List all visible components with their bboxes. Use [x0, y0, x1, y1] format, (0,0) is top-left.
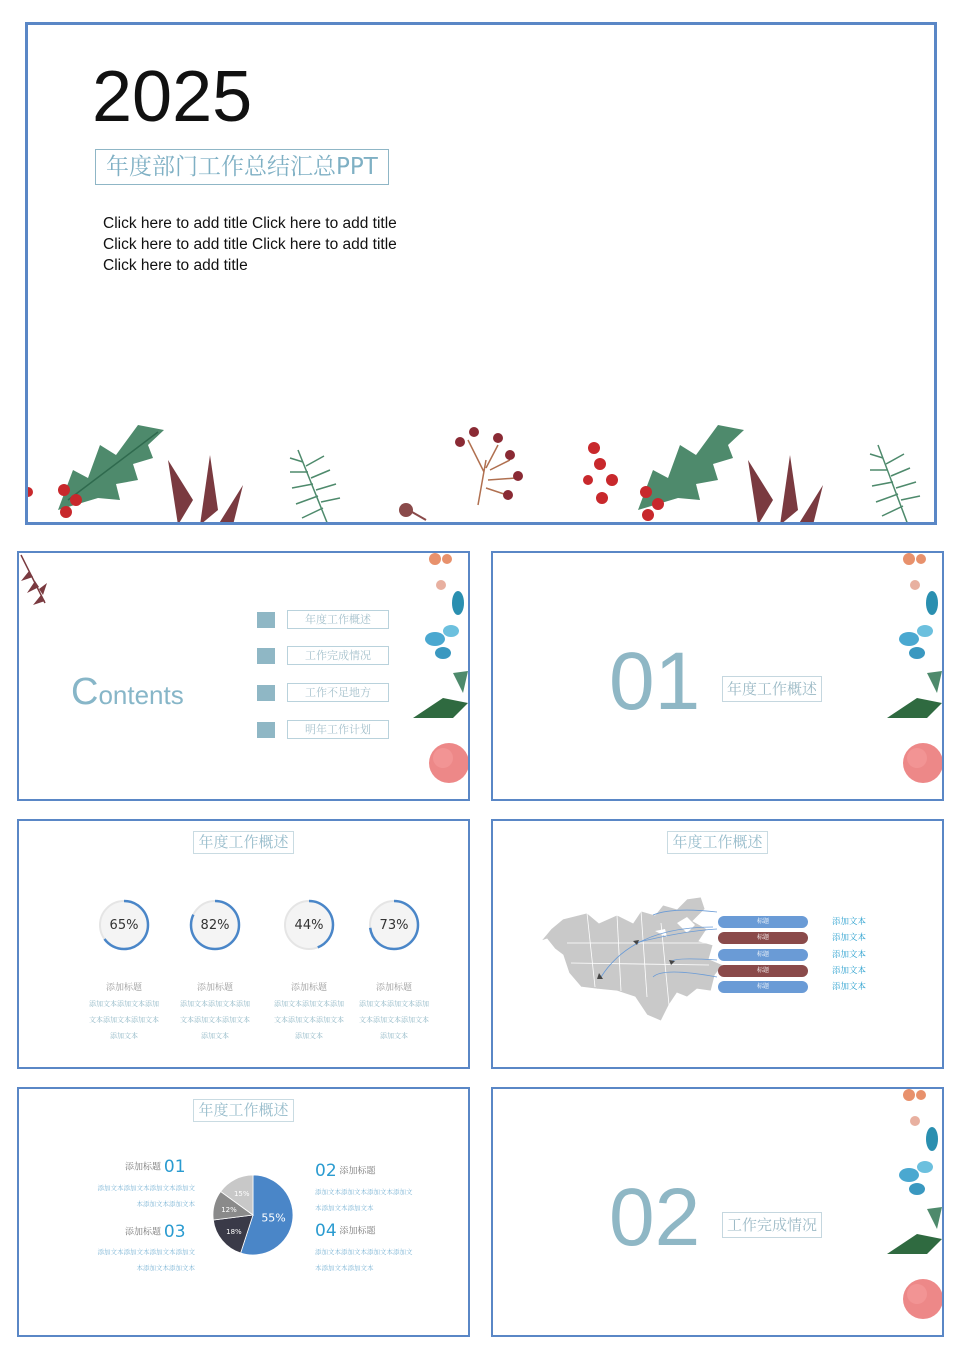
slide-heading-text: 年度工作概述 — [193, 1099, 293, 1122]
section-number: 02 — [609, 1172, 701, 1263]
pie-item-desc — [89, 1244, 195, 1276]
pie-slice-label: 12% — [221, 1205, 237, 1214]
progress-gauge — [266, 897, 352, 1040]
map-pill: 标题 — [718, 965, 808, 977]
section-02-slide[interactable] — [491, 1087, 944, 1337]
pie-item-header — [125, 1157, 186, 1177]
pie-item-title: 添加标题 — [339, 1226, 376, 1237]
pie-item-desc-line: 添加文本添加文本添加文本添加文 — [97, 1184, 195, 1192]
pie-item-desc — [89, 1180, 195, 1212]
pie-item-number: 01 — [163, 1157, 186, 1177]
cover-slide[interactable] — [25, 22, 937, 525]
contents-item[interactable] — [257, 683, 389, 703]
pie-item-desc-line: 添加文本添加文本添加文本添加文 — [315, 1248, 413, 1256]
pie-item-title: 添加标题 — [125, 1162, 162, 1173]
floral-border-decoration — [887, 553, 942, 799]
progress-gauge — [81, 897, 167, 1040]
slide-heading — [19, 831, 468, 854]
section-label: 工作完成情况 — [722, 1212, 822, 1238]
pie-item-header — [125, 1222, 186, 1242]
contents-item[interactable] — [257, 646, 389, 666]
pie-item-desc-line: 添加文本添加文本添加文本添加文 — [97, 1248, 195, 1256]
cover-line: Click here to add title Click here to add title — [103, 236, 397, 253]
connector-arrows — [593, 907, 723, 1007]
progress-slide[interactable] — [17, 819, 470, 1069]
gauge-desc-line: 添加文本添加文本添加 — [359, 1000, 429, 1008]
pie-slide[interactable] — [17, 1087, 470, 1337]
pie-item-desc-line: 本添加文本添加文本 — [315, 1264, 374, 1272]
gauge-title: 添加标题 — [290, 983, 327, 993]
pie-slice-label: 18% — [226, 1227, 242, 1236]
gauge-desc-line: 添加文本 — [295, 1032, 323, 1040]
map-pill-text: 添加文本 — [832, 982, 867, 993]
gauge-desc-line: 文本添加文本添加文本 — [89, 1016, 159, 1024]
pie-item-title: 添加标题 — [125, 1227, 162, 1238]
section-01-slide[interactable] — [491, 551, 944, 801]
gauge-value: 82% — [200, 918, 230, 933]
pie-item-desc-line: 添加文本添加文本添加文本添加文 — [315, 1188, 413, 1196]
slide-heading — [19, 1099, 468, 1122]
gauge-ring — [172, 897, 258, 957]
cover-year: 2025 — [92, 57, 253, 137]
map-pill-text: 添加文本 — [832, 917, 867, 927]
gauge-desc-line: 文本添加文本添加文本 — [180, 1016, 250, 1024]
gauge-desc-line: 添加文本添加文本添加 — [274, 1000, 344, 1008]
contents-slide[interactable] — [17, 551, 470, 801]
map-pill-text: 添加文本 — [832, 949, 867, 960]
branch-decoration — [19, 553, 59, 613]
cover-line: Click here to add title Click here to add title — [103, 215, 397, 232]
gauge-value: 73% — [379, 918, 409, 933]
gauge-title: 添加标题 — [196, 983, 233, 993]
gauge-value: 44% — [294, 918, 324, 933]
floral-border-decoration — [887, 1089, 942, 1335]
gauge-title: 添加标题 — [105, 983, 142, 993]
pie-item-number: 02 — [315, 1161, 337, 1181]
bullet-square — [257, 648, 275, 664]
map-pill-text: 添加文本 — [832, 933, 867, 944]
gauge-desc-line: 文本添加文本添加文本 — [359, 1016, 429, 1024]
pie-item-desc-line: 本添加文本添加文本 — [315, 1204, 374, 1212]
pie-slice-label: 55% — [261, 1211, 286, 1225]
floral-border-decoration — [413, 553, 468, 799]
map-pill: 标题 — [718, 949, 808, 961]
gauge-desc-line: 添加文本 — [201, 1032, 229, 1040]
gauge-ring — [266, 897, 352, 957]
slide-heading-text: 年度工作概述 — [667, 831, 767, 854]
progress-gauge — [351, 897, 437, 1040]
slide-heading — [493, 831, 942, 854]
gauge-desc-line: 添加文本添加文本添加 — [89, 1000, 159, 1008]
pie-item-desc — [315, 1184, 435, 1216]
bullet-square — [257, 612, 275, 628]
contents-title-initial: C — [71, 671, 99, 713]
bullet-square — [257, 685, 275, 701]
pie-slice-label: 15% — [233, 1189, 250, 1198]
gauge-desc-line: 添加文本添加文本添加 — [180, 1000, 250, 1008]
gauge-desc — [73, 996, 175, 1044]
bullet-square — [257, 722, 275, 738]
section-number: 01 — [609, 636, 701, 727]
map-pill: 标题 — [718, 932, 808, 944]
cover-line: Click here to add title — [103, 257, 248, 274]
section-label: 年度工作概述 — [722, 676, 822, 702]
map-pill: 标题 — [718, 981, 808, 993]
pie-chart — [211, 1173, 295, 1257]
pie-item-number: 03 — [163, 1222, 186, 1242]
contents-item-label: 明年工作计划 — [287, 720, 389, 739]
gauge-title: 添加标题 — [375, 983, 412, 993]
pie-item-header — [315, 1161, 376, 1181]
pie-item-desc-line: 本添加文本添加文本 — [136, 1200, 195, 1208]
gauge-ring — [81, 897, 167, 957]
pie-item-title: 添加标题 — [339, 1166, 376, 1177]
pie-item-desc-line: 本添加文本添加文本 — [136, 1264, 195, 1272]
gauge-desc — [164, 996, 266, 1044]
map-pill-text: 添加文本 — [832, 965, 867, 976]
map-pill: 标题 — [718, 916, 808, 928]
cover-body-text — [103, 213, 443, 276]
pie-item-number: 04 — [315, 1221, 337, 1241]
gauge-desc-line: 添加文本 — [380, 1032, 408, 1040]
contents-item-label: 年度工作概述 — [287, 610, 389, 629]
slide-heading-text: 年度工作概述 — [193, 831, 293, 854]
pie-item-desc — [315, 1244, 435, 1276]
gauge-value: 65% — [109, 918, 139, 933]
contents-item-label: 工作不足地方 — [287, 683, 389, 702]
gauge-desc — [343, 996, 445, 1044]
contents-item-label: 工作完成情况 — [287, 646, 389, 665]
map-slide[interactable] — [491, 819, 944, 1069]
holiday-foliage-illustration — [28, 400, 934, 525]
contents-item[interactable] — [257, 610, 389, 630]
gauge-ring — [351, 897, 437, 957]
gauge-desc-line: 添加文本 — [110, 1032, 138, 1040]
contents-title — [71, 671, 184, 714]
gauge-desc-line: 文本添加文本添加文本 — [274, 1016, 344, 1024]
cover-subtitle: 年度部门工作总结汇总PPT — [95, 149, 389, 185]
progress-gauge — [172, 897, 258, 1040]
contents-title-rest: ontents — [98, 680, 184, 710]
pie-item-header — [315, 1221, 376, 1241]
contents-item[interactable] — [257, 720, 389, 740]
